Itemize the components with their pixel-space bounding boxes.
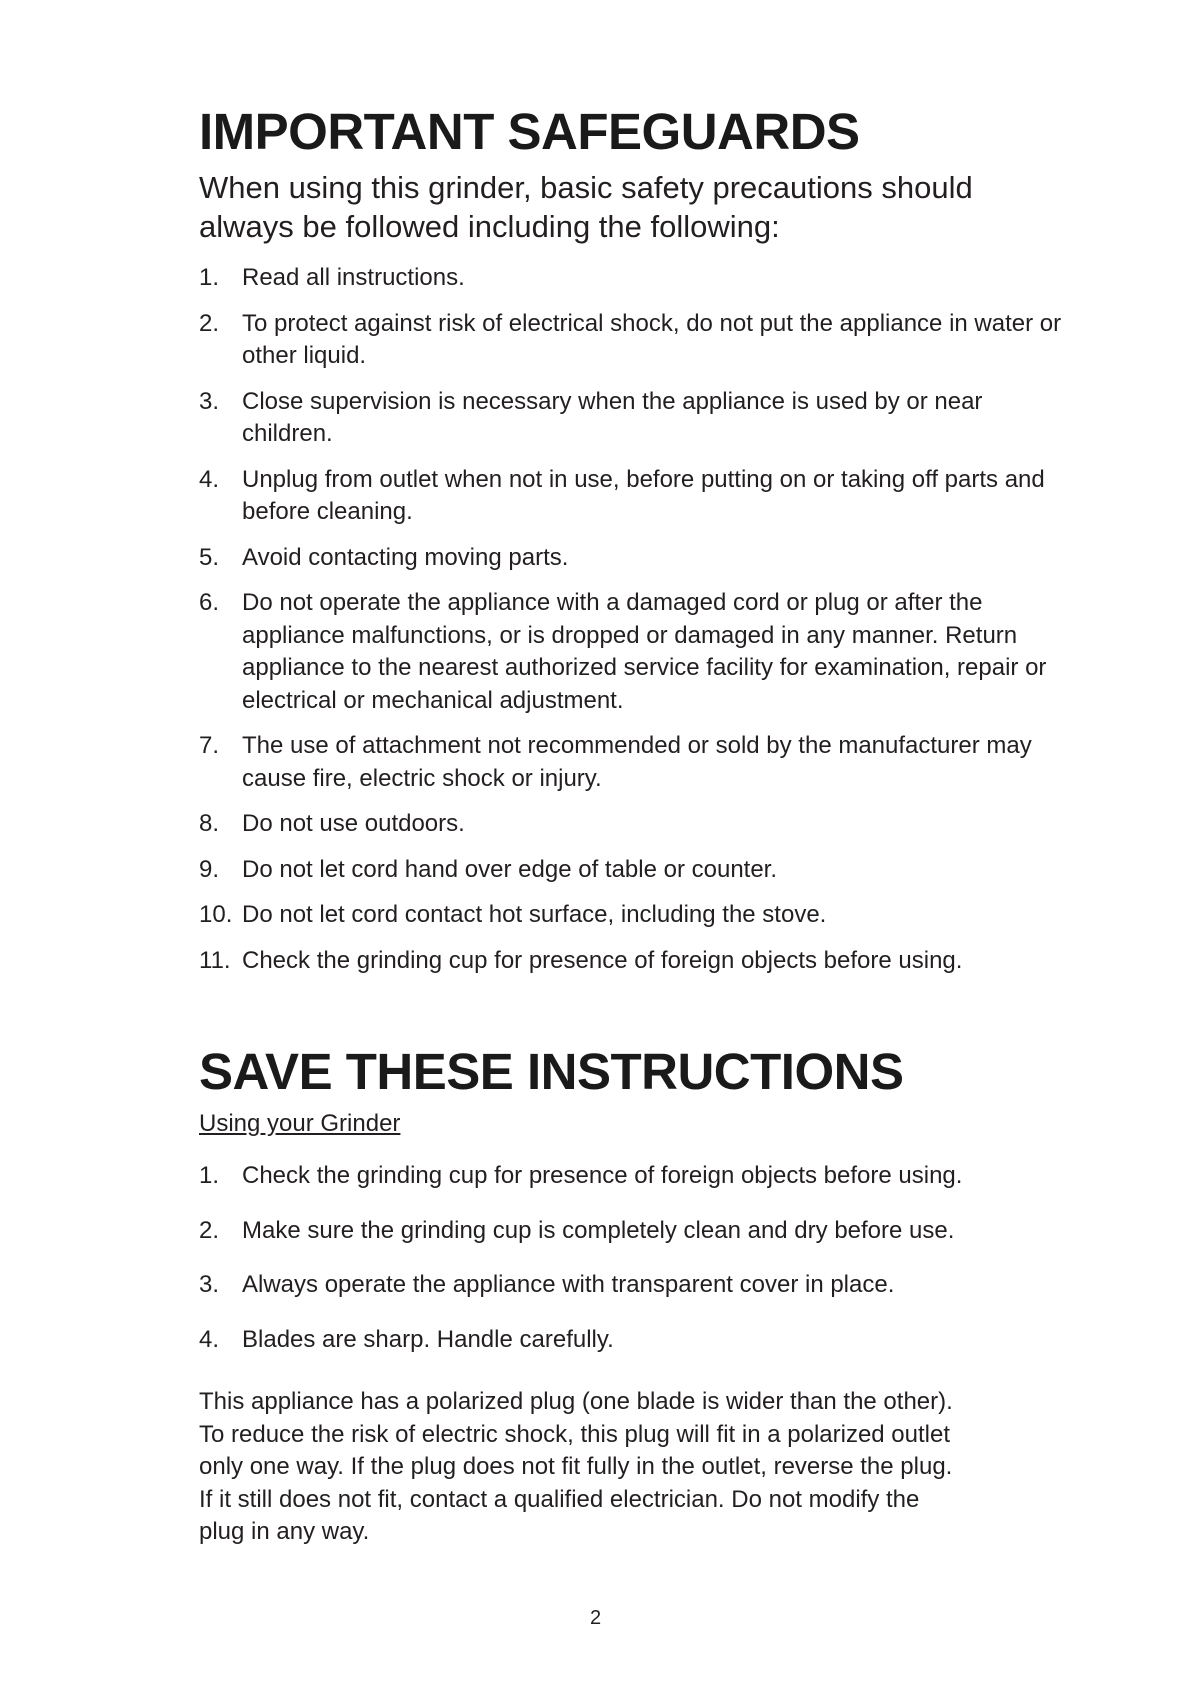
- item-number: 2.: [199, 309, 220, 337]
- save-instructions-title: SAVE THESE INSTRUCTIONS: [199, 1043, 904, 1100]
- list-item: [199, 542, 1079, 575]
- note-line: To reduce the risk of electric shock, this plug will fit in a polarized outlet: [199, 1420, 951, 1448]
- item-number: 10.: [199, 901, 233, 928]
- page-content: [199, 100, 1079, 1573]
- intro-line: When using this grinder, basic safety precautions should: [199, 170, 973, 205]
- item-text: Avoid contacting moving parts.: [242, 543, 569, 571]
- intro-line: always be followed including the following:: [199, 209, 780, 244]
- list-item: [199, 308, 1079, 373]
- item-number: 11.: [199, 946, 231, 974]
- list-item: [199, 899, 1079, 932]
- list-item: [199, 262, 1079, 295]
- item-text: Check the grinding cup for presence of foreign objects before using.: [242, 946, 963, 974]
- item-number: 7.: [199, 732, 220, 759]
- safeguards-intro: [199, 168, 1079, 246]
- item-text: Read all instructions.: [242, 264, 465, 291]
- item-number: 5.: [199, 543, 220, 571]
- item-text: To protect against risk of electrical shock, do not put the appliance in water or other liquid.: [242, 309, 1062, 369]
- item-number: 3.: [199, 387, 220, 415]
- polarized-plug-note: [199, 1386, 1059, 1549]
- usage-list: [199, 1160, 1079, 1356]
- page-number: 2: [589, 1607, 602, 1629]
- item-text: Unplug from outlet when not in use, before putting on or taking off parts and before cleaning.: [242, 465, 1045, 525]
- list-item: [199, 1324, 1079, 1357]
- item-number: 4.: [199, 1325, 220, 1353]
- safeguards-list: [199, 262, 1079, 977]
- item-text: Check the grinding cup for presence of foreign objects before using.: [242, 1162, 963, 1189]
- list-item: [199, 1215, 1079, 1248]
- item-text: Do not let cord hand over edge of table or counter.: [242, 855, 778, 883]
- item-text: The use of attachment not recommended or sold by the manufacturer may cause fire, electric shock or injury.: [242, 732, 1032, 792]
- item-number: 9.: [199, 855, 220, 883]
- note-line: This appliance has a polarized plug (one blade is wider than the other).: [199, 1388, 953, 1415]
- list-item: [199, 587, 1079, 717]
- usage-subheading: Using your Grinder: [199, 1110, 401, 1137]
- item-number: 4.: [199, 465, 220, 493]
- list-item: [199, 386, 1079, 451]
- item-text: Do not use outdoors.: [242, 810, 465, 837]
- note-line: plug in any way.: [199, 1518, 370, 1545]
- list-item: [199, 808, 1079, 841]
- item-number: 1.: [199, 264, 220, 291]
- note-line: If it still does not fit, contact a qualified electrician. Do not modify the: [199, 1485, 920, 1513]
- list-item: [199, 464, 1079, 529]
- item-number: 1.: [199, 1162, 220, 1189]
- item-text: Do not operate the appliance with a damaged cord or plug or after the appliance malfunctions, or is dropped or damaged in any manner. Return appliance to the nearest authorized service facility for examination, repair or electrical or mechanical adjustment.: [242, 589, 1047, 714]
- list-item: [199, 945, 1079, 978]
- item-text: Close supervision is necessary when the appliance is used by or near children.: [242, 387, 983, 447]
- item-text: Make sure the grinding cup is completely clean and dry before use.: [242, 1216, 955, 1244]
- item-number: 3.: [199, 1271, 220, 1298]
- item-number: 6.: [199, 589, 220, 616]
- item-text: Do not let cord contact hot surface, including the stove.: [242, 901, 827, 928]
- item-number: 2.: [199, 1216, 220, 1244]
- safeguards-title: IMPORTANT SAFEGUARDS: [199, 103, 860, 160]
- list-item: [199, 1160, 1079, 1193]
- list-item: [199, 854, 1079, 887]
- note-line: only one way. If the plug does not fit fully in the outlet, reverse the plug.: [199, 1453, 953, 1480]
- list-item: [199, 1269, 1079, 1302]
- item-text: Always operate the appliance with transparent cover in place.: [242, 1271, 895, 1298]
- item-number: 8.: [199, 810, 220, 837]
- list-item: [199, 730, 1079, 795]
- item-text: Blades are sharp. Handle carefully.: [242, 1325, 614, 1353]
